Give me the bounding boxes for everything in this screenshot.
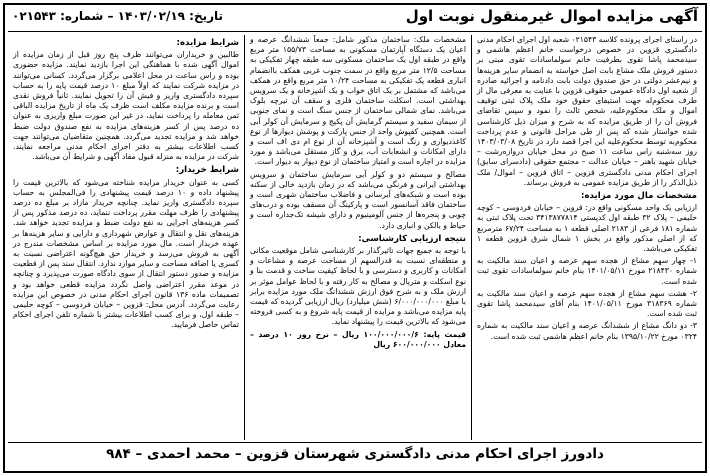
notice-header: [8, 6, 702, 30]
auction-terms-text: طالبین و خریداران می‌توانند ظرف پنج روز قبل از زمان مزایده از اموال آگهی شده با هماهنگی این اجرا بازدید نمایند. مزایده حضوری بوده و راس ساعت در محل اعلامی برگزار می‌گردد. کسانی می‌توانند در مزایده شرکت نمایند که اولاً مبلغ ۱۰ درصد قیمت پایه را به حساب سپرده دادگستری واریز و فیش آن را تحویل نمایند. ثانیاً فروش نقدی است و برنده مزایده مکلف است ظرف یک ماه از تاریخ مزایده الباقی ثمن معامله را پرداخت نماید، در غیر این صورت مبلغ واریزی به عنوان ده درصد پس از کسر هزینه‌های مزایده به نفع صندوق دولت ضبط خواهد شد و مزایده تجدید می‌گردد. همچنین متقاضیان می‌توانند جهت کسب اطلاعات بیشتر به دفتر اجرای احکام مدنی مراجعه نمایند. شرکت در مزایده به منزله قبول مفاد آگهی و شرایط آن می‌باشد.: [13, 50, 240, 162]
left-column: [8, 35, 244, 440]
buyer-terms-heading: شرایط خریدار:: [175, 165, 239, 176]
intro-paragraph: در راستای اجرای پرونده کلاسه ۰۲۱۵۴۳ شعبه اول اجرای احکام مدنی دادگستری قزوین در خصوص درخواست خانم اعظم هاشمی و سیدمحمد پاشا تقوی بطرفیت خانم سولماسادات تقوی مبنی بر دستور فروش ملک مشاع بابت اصل خواسته به انضمام سایر هزینه‌ها و نیم‌عشر دولتی در حق صندوق دولت بابت دادنامه و اجرائیه صادره از شعبه اول دادگاه عمومی حقوقی قزوین با عنایت به معرفی مال از طرف محکوم‌له جهت استیفای حقوق خود ملک پلاک ثبتی توقیف اموال و ملک محکوم‌علیه، شخص ثالث را نمود و سپس تقاضای فروش آن را از طریق مزایده که به شرح و میزان ذیل کارشناسی شده خواستار شده که پس از طی مراحل قانونی و عدم پرداخت محکوم‌به توسط محکوم‌علیه این اجرا قصد دارد در تاریخ ۱۴۰۳/۰۳/۰۸ روز سه‌شنبه راس ساعت ۱۱ صبح در محل خیابان دروازه‌رشت – خیابان شهید باهنر – خیابان عدالت – مجتمع حقوقی (دادسرای سابق) اجرای احکام مدنی دادگستری قزوین – اتاق قزوین – اموال/ ملک ذیل‌الذکر را از طریق مزایده عمومی به فروش برساند.: [477, 35, 697, 187]
right-column: [472, 35, 702, 440]
property-spec-text: ارزیابی یک واحد مسکونی واقع در: قزوین – خیابان فردوسی – کوچه حلیمی – پلاک ۳۲ طبقه اول کدپستی ۳۴۱۳۸۷۷۸۱۴ تحت پلاک ثبتی به شماره ۱۸۱ فرعی از ۲۱۸۳ اصلی قطعه ۱ به مساحت ۶۷/۲۴ مترمربع که از اصلی مذکور واقع در بخش ۱ شمال شرق قزوین قطعه ۱ تفکیکی می‌باشد.: [477, 203, 698, 254]
base-price-line: قیمت پایه: ۱۰۰/۰۰۰/۰۰۰/۶ ریال – نرخ روز ۱۰ درصد – معادل ۶۰۰/۰۰۰/۰۰۰ ریال: [250, 329, 467, 349]
valuation-text: با توجه به جمیع جهات تاثیرگذار بر کارشناسی شامل موقعیت مکانی و منطقه‌ای نسبت به قدرالسهم از مساحت عرصه و مشاعات و امکانات و کاربری و دسترسی و با لحاظ کیفیت ساخت و قدمت بنا و نوع اسکلت و متریال و مصالح به کار رفته و با لحاظ عوامل موثر بر ارزش ملک و به شرح فوق ارزش ششدانگ ملک مورد مزایده برابر با مبلغ ۶/۰۰۰/۰۰۰/۰۰۰ (شش میلیارد) ریال ارزیابی گردیده که قیمت پایه مزایده می‌باشد و مزایده از قیمت پایه شروع و به کسی فروخته می‌شود که بالاترین قیمت را پیشنهاد نماید.: [250, 246, 466, 327]
middle-column: [244, 35, 472, 440]
property-materials: مصالح و سیستم دو و کولر آبی سرمایش ساختمان و سرویس بهداشتی ایرانی و فرنگی می‌باشد که در زمان بازدید خالی از سکنه بوده است و شبکه‌های آبرسانی و فاضلاب ساختمان شهری است و ساختمان فاقد آسانسور است و پارکینگ آن مسقف بوده و درب‌های چوبی و پنجره‌ها از جنس آلومینیوم و دارای شیشه تک‌جداره است و حیاط و بالکن و انباری دارد.: [250, 169, 466, 230]
footer-divider: [8, 442, 702, 443]
property-description: مشخصات ملک: ساختمان مذکور شامل: جمعاً ششدانگ عرصه و اعیان یک دستگاه آپارتمان مسکونی به مساحت ۱۵۵/۷۳ متر مربع واقع در طبقه اول یک ساختمان مسکونی سه طبقه چهار تفکیکی به مساحت ۱۲/۵ متر مربع واقع در سمت جنوب غربی همکف باانضمام انباری قطعه یک تفکیکی به مساحت ۱۰/۲۴ متر مربع واقع در همکف می‌باشد که مشتمل بر یک اتاق خواب و یک آشپزخانه و یک سرویس بهداشتی است. اسکلت ساختمان فلزی و سقف آن تیرچه بلوک می‌باشد. نمای شمالی ساختمان از جنس سنگ است و نمای جنوبی از سیمان سفید و سیستم گرمایش آن پکیج و سرمایش آن کولر آبی است. همچنین کفپوش واحد از جنس پارکت و پوشش دیوارها از نوع کاغذدیواری و رنگ است و آشپزخانه آن از نوع ام دی اف است و دارای امکانات و انشعابات آب، برق و گاز مستقل می‌باشد و مورد مزایده در اجاره است و امتیاز ساختمان از نوع دیوار به دیوار است.: [250, 35, 466, 167]
notice-footer-signature: دادورز اجرای احکام مدنی دادگستری شهرستان قزوین – محمد احمدی – ۹۸۴: [106, 446, 604, 462]
property-spec-heading: مشخصات مال مورد مزایده:: [581, 191, 697, 202]
share-item: ۳- دو دانگ مشاع از ششدانگ عرصه و اعیان سند مالکیت به شماره ۰۳۲۴ مورخ ۱۳۹۵/۱۰/۲۲ بنام خانم اعظم هاشمی ثبت شده است.: [477, 321, 697, 341]
notice-title: آگهی مزایده اموال غیرمنقول نوبت اول: [405, 7, 698, 25]
share-item: ۱- چهار سهم مشاع از هجده سهم عرصه و اعیان سند مالکیت به شماره ۲۱۸۴۳۰ مورخ ۱۴۰۱/۰۵/۱۱ بنام خانم سولماسادات تقوی ثبت شده است.: [477, 256, 697, 286]
notice-body: [8, 35, 702, 440]
share-item: ۲- هشت سهم مشاع از هجده سهم عرصه و اعیان سند مالکیت به شماره ۳۱۸۳۶۹ مورخ ۱۴۰۱/۰۵/۱۱ بنام آقای سیدمحمد پاشا تقوی ثبت شده است.: [477, 288, 697, 319]
header-divider: [8, 31, 702, 32]
auction-terms-heading: شرایط مزایده:: [176, 38, 239, 48]
date-and-number: تاریخ: ۱۴۰۳/۰۲/۱۹ – شماره: ۰۲۱۵۴۳: [12, 9, 224, 23]
valuation-heading: نتیجه ارزیابی کارشناسی:: [358, 233, 466, 244]
buyer-terms-text: کسی به عنوان خریدار مزایده شناخته می‌شود که بالاترین قیمت را پیشنهاد داده و ۱۰ درصد قیمت پیشنهادی را فی‌المجلس به حساب سپرده دادگستری واریز نماید. چنانچه خریدار مازاد بر مبلغ ده درصد پیشنهادی را ظرف مهلت مقرر پرداخت ننماید، ده درصد مذکور پس از کسر هزینه‌های اجرایی به نفع دولت ضبط و مزایده تجدید خواهد شد. هزینه‌های نقل و انتقال و عوارض شهرداری و دارایی و سایر هزینه‌ها بر عهده خریدار است. مال مورد مزایده بر اساس مشخصات مندرج در آگهی به فروش می‌رسد و خریدار حق هیچ‌گونه اعتراضی نسبت به کسری یا اضافه مساحت و سایر موارد ندارد. انتقال سند پس از قطعیت مزایده و صدور دستور انتقال از سوی دادگاه صورت می‌پذیرد و چنانچه در موعد مقرر اعتراضی واصل نگردد مزایده قطعی خواهد بود و تصمیمات ماده ۱۳۶ قانون اجرای احکام مدنی در خصوص این مزایده رعایت می‌گردد. آدرس محل: قزوین – خیابان فردوسی – کوچه حلیمی – طبقه اول، و برای کسب اطلاعات بیشتر با شماره تلفن اجرای احکام تماس حاصل فرمایید.: [13, 177, 239, 330]
